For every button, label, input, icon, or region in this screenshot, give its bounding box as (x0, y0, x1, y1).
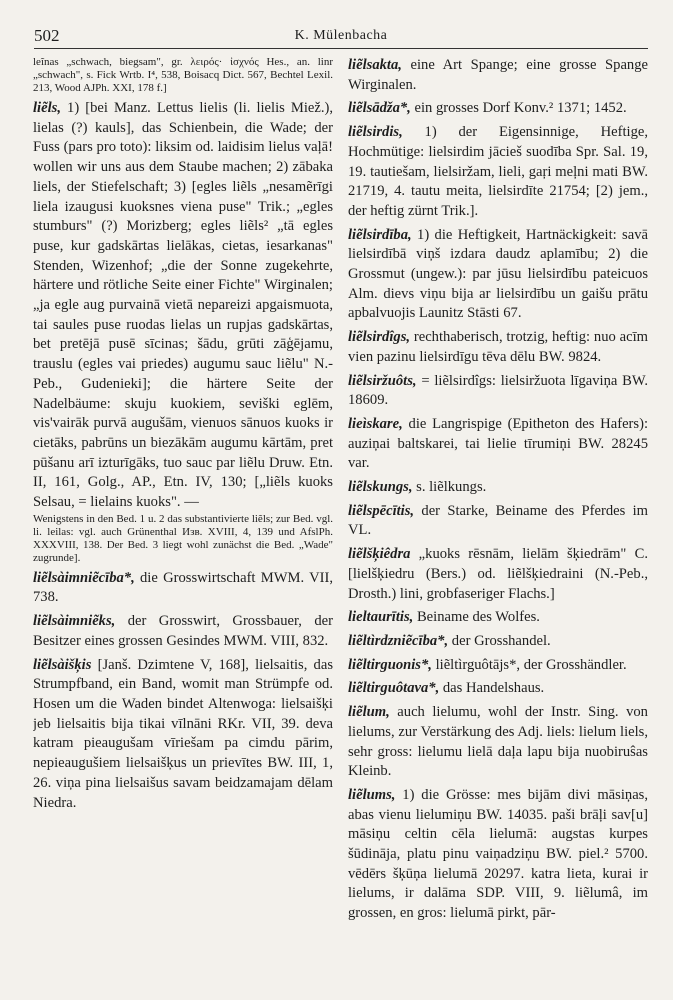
dictionary-entry (348, 632, 648, 652)
entry-headword: liẽlspēcītis, (348, 502, 415, 519)
entry-text: leĩnas „schwach, biegsam", gr. λειρός· ἰσχνός Hes., an. linr „schwach", s. Fick Wrtb. I⁴, 538, Boisacq Dict. 567, Bechtel Lexil. 213, Wood AJPh. XXI, 178 f.] (33, 56, 333, 94)
entry-headword: lieìskare, (348, 415, 403, 432)
dictionary-entry (348, 679, 648, 699)
entry-text: der Starke, Beiname des Pferdes im VL. (348, 502, 648, 539)
dictionary-entry (348, 478, 648, 498)
dictionary-entry (33, 612, 333, 651)
dictionary-entry (348, 786, 648, 924)
entry-text: eine Art Spange; eine grosse Spange Wirginalen. (348, 57, 648, 93)
entry-text: [Janš. Dzimtene V, 168], lielsaitis, das Strumpfband, ein Band, womit man Strümpfe od. Hosen um die Waden bindet Altenwoga: lielsaišķi jeb lielsaitis bija tikai vīlnāni RKr. VII, 39. deva katram pieaugušam vīriešam pa cimdu pārim, nepieaugušiem lielsaišķus un prievītes BW. III, 1, 26. viņa pina lielsaišus savam beidzamajam dēlam Niedra. (33, 656, 333, 811)
entry-headword: liẽls, (33, 100, 61, 116)
dictionary-entry (33, 56, 333, 95)
entry-text: 1) [bei Manz. Lettus lielis (li. lielis Miež.), lielas (?) kauls], das Schienbein, die Wade; der Fuss (pars pro toto): liksim od. laidisim lielus vaļā! wollen wir uns aus dem Staube machen; 2) zābaka liels, der Stiefelschaft; 3) [egles liẽls „nesamẽrīgi liela izaugusi kuoksnes viena puse" Trik.; „egles stumburs" (?) Morizberg; egles liẽls² „tā egles puse, kur gadskārtas lielākas, cietas, iesarkanas" Stenden, Wizenhof; „die der Sonne zugekehrte, härtere und rötliche Seite einer Fichte" Wirginalen; „ja egle aug purvainā vietā nepareizi apgaismuota, tai saules puse ruodas lielas un rupjas gadskārtas, bet pretējā pusē sīcinas; šādu, grūti zāģējamu, trauslu (egles vai priedes) augumu sauc liẽlu" N.-Peb., Gudenieki]; die härtere Seite der Nadelbäume: skuju kuokiem, seviški eglēm, vis'vairāk purvā augušām, vienuos sānuos kuoks ir cietāks, pabrūns un biezākām augumu kārtām, pret pūšanu arī izturīgāks, tuo sauc par liẽlu Druw. Etn. II, 161, Golg., AP., Etn. IV, 130; [„liẽls kuoks Selsau, = lielains kuoks". — (33, 100, 333, 511)
dictionary-entry (348, 545, 648, 604)
left-column (33, 56, 333, 986)
entry-headword: liẽltìrdzniẽcība*, (348, 632, 449, 649)
entry-headword: liẽlsàimniẽks, (33, 613, 116, 630)
entry-text: der Grosshandel. (451, 632, 551, 649)
entry-text: die Langrispige (Epitheton des Hafers): auziņai baltskarei, tai lielie tīrumiņi BW. 28245 var. (348, 415, 648, 472)
entry-text: auch lielumu, wohl der Instr. Sing. von lielums, zur Verstärkung des Adj. liels: lielum liels, sehr gross: lielumu lielā daļa lapu bija nuobiruŝas Kleinb. (348, 704, 648, 780)
page-number: 502 (34, 26, 60, 45)
entry-headword: liẽlsirdîgs, (348, 329, 411, 346)
dictionary-entry (348, 703, 648, 782)
dictionary-entry (348, 502, 648, 541)
dictionary-entry (348, 123, 648, 222)
entry-headword: liẽlum, (348, 704, 390, 721)
dictionary-entry (348, 328, 648, 367)
entry-text: das Handelshaus. (442, 680, 545, 697)
entry-headword: liẽlsirdība, (348, 226, 412, 243)
entry-headword: liẽltirguonis*, (348, 656, 432, 673)
entry-headword: liẽlsirdis, (348, 124, 403, 141)
entry-text: liẽltìrguôtājs*, der Grosshändler. (435, 656, 627, 673)
entry-headword: lieltaurītis, (348, 609, 414, 626)
entry-text: ein grosses Dorf Konv.² 1371; 1452. (414, 100, 627, 117)
entry-text: die Grosswirtschaft MWM. VII, 738. (33, 569, 333, 606)
dictionary-entry (33, 99, 333, 513)
entry-headword: liẽlšķiêdra (348, 546, 411, 563)
entry-text: Wenigstens in den Bed. 1 u. 2 das substantivierte liẽls; zur Bed. vgl. li. leilas: vgl. auch Grünenthal Изв. XVIII, 4, 139 und AfslPh. XXXVIII, 138. Der Bed. 3 liegt wohl zunächst die Bed. „Wade" zugrunde]. (33, 512, 333, 564)
entry-text: der Grosswirt, Grossbauer, der Besitzer eines grossen Gesindes MWM. VIII, 832. (33, 613, 333, 649)
entry-headword: liẽlsādža*, (348, 100, 411, 117)
dictionary-entry (348, 415, 648, 474)
entry-text: = liẽlsirdîgs: lielsiržuota līgaviņa BW. 18609. (348, 372, 648, 409)
running-title: K. Mülenbacha (294, 28, 388, 43)
dictionary-entry (348, 608, 648, 628)
entry-text: rechthaberisch, trotzig, heftig: nuo acīm vien pazinu lielsirdīgu tēva dēlu BW. 9824. (348, 329, 648, 365)
dictionary-entry (348, 226, 648, 325)
entry-headword: liẽlsiržuôts, (348, 372, 417, 389)
dictionary-entry (348, 99, 648, 119)
entry-text: 1) der Eigensinnige, Heftige, Hochmütige: lielsirdim jācieš suodība Spr. Sal. 19, 19. tautiešam, lielsiržam, lieli, gaŗi meļni mati BW. 21719, 4. tautu meita, lielsirdīte 21754; [2) jem., der heftig zürnt Trik.]. (348, 124, 648, 219)
entry-headword: liẽltirguôtava*, (348, 680, 440, 697)
entry-headword: liẽlsàimniẽcība*, (33, 569, 135, 586)
page-header (34, 24, 648, 49)
dictionary-entry (348, 372, 648, 411)
entry-text: s. liẽlkungs. (416, 479, 487, 496)
dictionary-entry (348, 56, 648, 95)
dictionary-entry (33, 513, 333, 565)
entry-text: 1) die Grösse: mes bijām divi māsiņas, abas vienu lielumiņu BW. 14035. paši brāļi sav[u] māsiņu celtin cēla lielumā: augstas kurpes šūdināja, platu pinu vaiņadziņu BW. piel.² 5700. vēdērs šķūņa lielumā 20297. katra lieta, kurai ir lielums, ir dalāma SDP. VIII, 9. liẽlumâ, im grossen, en gros: lielumā pirkt, pār- (348, 786, 648, 922)
entry-headword: liẽlskungs, (348, 479, 413, 496)
entry-text: Beiname des Wolfes. (416, 609, 540, 626)
dictionary-entry (33, 656, 333, 814)
right-column (348, 56, 648, 986)
entry-headword: liẽlsakta, (348, 57, 402, 73)
dictionary-entry (33, 569, 333, 608)
dictionary-entry (348, 656, 648, 676)
entry-headword: liẽlsàišķis (33, 656, 92, 673)
entry-text: „kuoks rēsnām, lielām šķiedrām" C. [lielšķiedru (Bers.) od. liẽlšķiedraini (N.-Peb., Drosth.) lini, grobfaseriger Flachs.] (348, 546, 648, 602)
entry-headword: liẽlums, (348, 786, 396, 803)
entry-text: 1) die Heftigkeit, Hartnäckigkeit: savā lielsirdībā viņš izdara daudz aplamību; 2) die Grossmut (ungew.): par jūsu lielsirdību pateicuos Alm. dievs viņu bija ar lielsirdību un gaišu prātu apbalvuojis Launitz Stāsti 67. (348, 226, 648, 322)
